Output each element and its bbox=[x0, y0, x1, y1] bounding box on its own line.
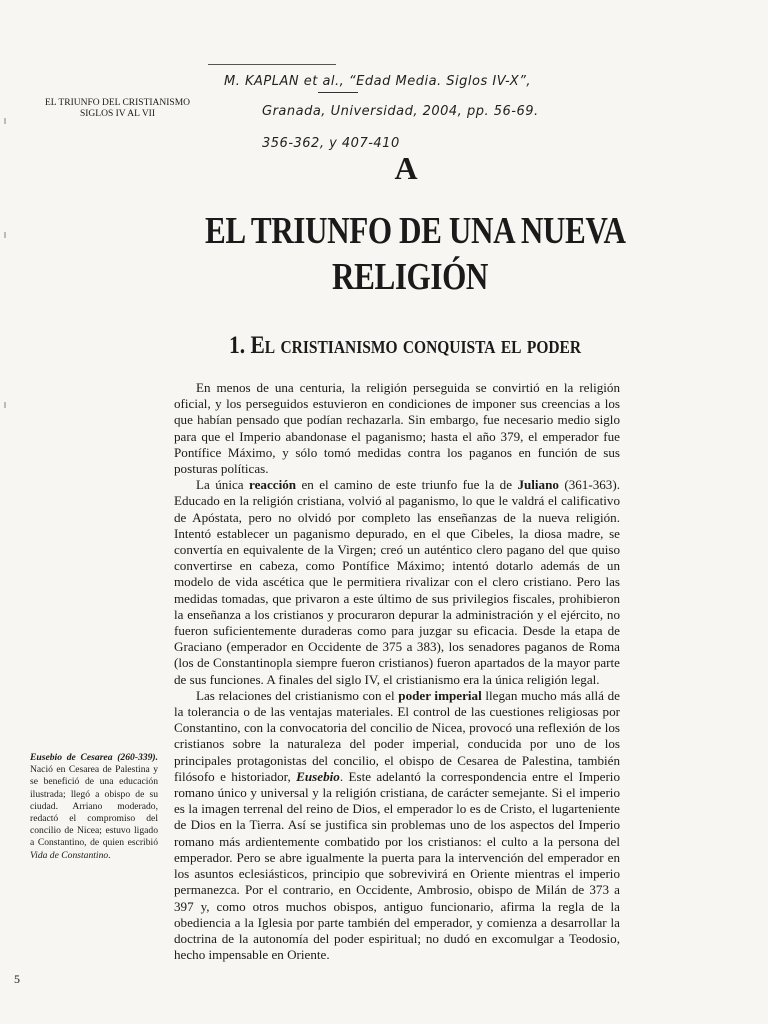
text-run: en el camino de este triunfo fue la de bbox=[296, 477, 518, 493]
section-title-text: El cristianismo conquista el poder bbox=[250, 332, 582, 359]
sidenote-text: Nació en Cesarea de Palestina y se benefició de una educación ilustrada; llegó a obispo de su ciudad. Arriano moderado, redactó el compromiso del concilio de Nicea; estuvo ligado a Constantino, de quien escribió bbox=[30, 764, 158, 849]
handwritten-citation-line-1: M. KAPLAN et al., “Edad Media. Siglos IV-X”, bbox=[224, 74, 531, 89]
handwritten-citation-line-3: 356-362, y 407-410 bbox=[262, 136, 400, 151]
text-run: (361-363). Educado en la religión cristiana, volvió al paganismo, lo que le valdrá el calificativo de Apóstata, pero no olvidó por completo las enseñanzas de la nueva religión. Intentó establecer un paganismo depurado, en el que Cibeles, la diosa madre, se convertía en equivalente de la Virgen; creó un auténtico clero pagano del que quiso convertirse en cabeza, como Pontífice Máximo; intentó dotarlo además de un modelo de vida ascética que le permitiera rivalizar con el clero cristiano. Pero las medidas tomadas, que privaron a este último de sus privilegios fiscales, prohibieron la enseñanza a los cristianos y procuraron depurar la administración y el ejército, no fueron suficientemente duraderas como para juzgar su eficacia. Desde la etapa de Graciano (emperador en Occidente de 375 a 383), los senadores paganos de Roma (los de Constantinopla siempre fueron cristianos) fueron apartados de la mayor parte de sus funciones. A finales del siglo IV, el cristianismo era la única religión legal. bbox=[174, 477, 620, 687]
sidenote-end: . bbox=[108, 849, 111, 861]
bold-term-juliano: Juliano bbox=[517, 477, 559, 493]
text-run: La única bbox=[196, 477, 250, 493]
part-letter: A bbox=[394, 150, 418, 186]
section-title bbox=[160, 332, 650, 360]
text-run: . Este adelantó la correspondencia entre el Imperio romano único y universal y la religión cristiana, de carácter semejante. Si el imperio es la imagen terrenal del reino de Dios, el emperador lo es de Cristo, el lugarteniente de Dios en la Tierra. Así se justifica sin problemas uno de los aspectos del Imperio romano más ardientemente combatido por los cristianos: el culto a la persona del emperador. Pero se abre igualmente la puerta para la intervención del emperador en los asuntos eclesiásticos, principio que sobrevivirá en Oriente mientras el imperio permanezca. Por el contrario, en Occidente, Ambrosio, obispo de Milán de 373 a 397 y, como otros muchos obispos, antiguo funcionario, afirma la regla de la obediencia a la Iglesia por parte también del emperador, y comienza a desarrollar la doctrina de la autonomía del poder espiritual; no dudó en excomulgar a Teodosio, hecho impensable en Oriente. bbox=[174, 768, 620, 963]
sidenote-eusebio bbox=[30, 752, 158, 862]
scan-margin-mark bbox=[4, 402, 6, 408]
bold-term-poder-imperial: poder imperial bbox=[398, 687, 482, 703]
text-run: llegan mucho más allá de la tolerancia o de las ventajas materiales. El control de las cuestiones religiosas por Constantino, con la convocatoria del concilio de Nicea, provocó una reflexión de los cristianos sobre la naturaleza del poder imperial, conducida por uno de los principales protagonistas del concilio, el obispo de Cesarea de Palestina, también filósofo e historiador, bbox=[174, 687, 620, 784]
bold-italic-term-eusebio: Eusebio bbox=[296, 768, 340, 784]
paragraph-1: En menos de una centuria, la religión perseguida se convirtió en la religión oficial, y los perseguidos estuvieron en condiciones de imponer sus creencias a los que habían pensado que podían rechazarla. Sin embargo, fue necesario medio siglo para que el Imperio abandonase el paganismo; hasta el año 379, el emperador fue Pontífice Máximo, y sólo tomó medidas contra los paganos en función de sus posturas políticas. bbox=[174, 380, 620, 477]
running-head-line-1: EL TRIUNFO DEL CRISTIANISMO bbox=[44, 98, 191, 108]
scan-margin-mark bbox=[4, 232, 6, 238]
running-head bbox=[40, 98, 195, 120]
chapter-title-line-2: RELIGIÓN bbox=[331, 256, 489, 298]
handwritten-citation-line-2: Granada, Universidad, 2004, pp. 56-69. bbox=[262, 104, 539, 119]
chapter-title-line-1: EL TRIUNFO DE UNA NUEVA bbox=[205, 210, 626, 252]
header-rule bbox=[208, 64, 336, 65]
sidenote-heading: Eusebio de Cesarea (260-339). bbox=[30, 752, 158, 763]
page-number: 5 bbox=[14, 972, 20, 986]
paragraph-3 bbox=[174, 688, 620, 963]
running-head-line-2: SIGLOS IV AL VII bbox=[79, 109, 156, 119]
sidenote-work-title: Vida de Constantino bbox=[30, 849, 109, 861]
handwritten-underline bbox=[318, 92, 358, 93]
paragraph-2 bbox=[174, 477, 620, 688]
body-text bbox=[174, 380, 620, 963]
text-run: Las relaciones del cristianismo con el bbox=[196, 687, 399, 703]
scan-margin-mark bbox=[4, 118, 6, 124]
section-number: 1. bbox=[228, 332, 246, 359]
bold-term-reaccion: reacción bbox=[249, 477, 297, 493]
chapter-title bbox=[205, 208, 626, 300]
